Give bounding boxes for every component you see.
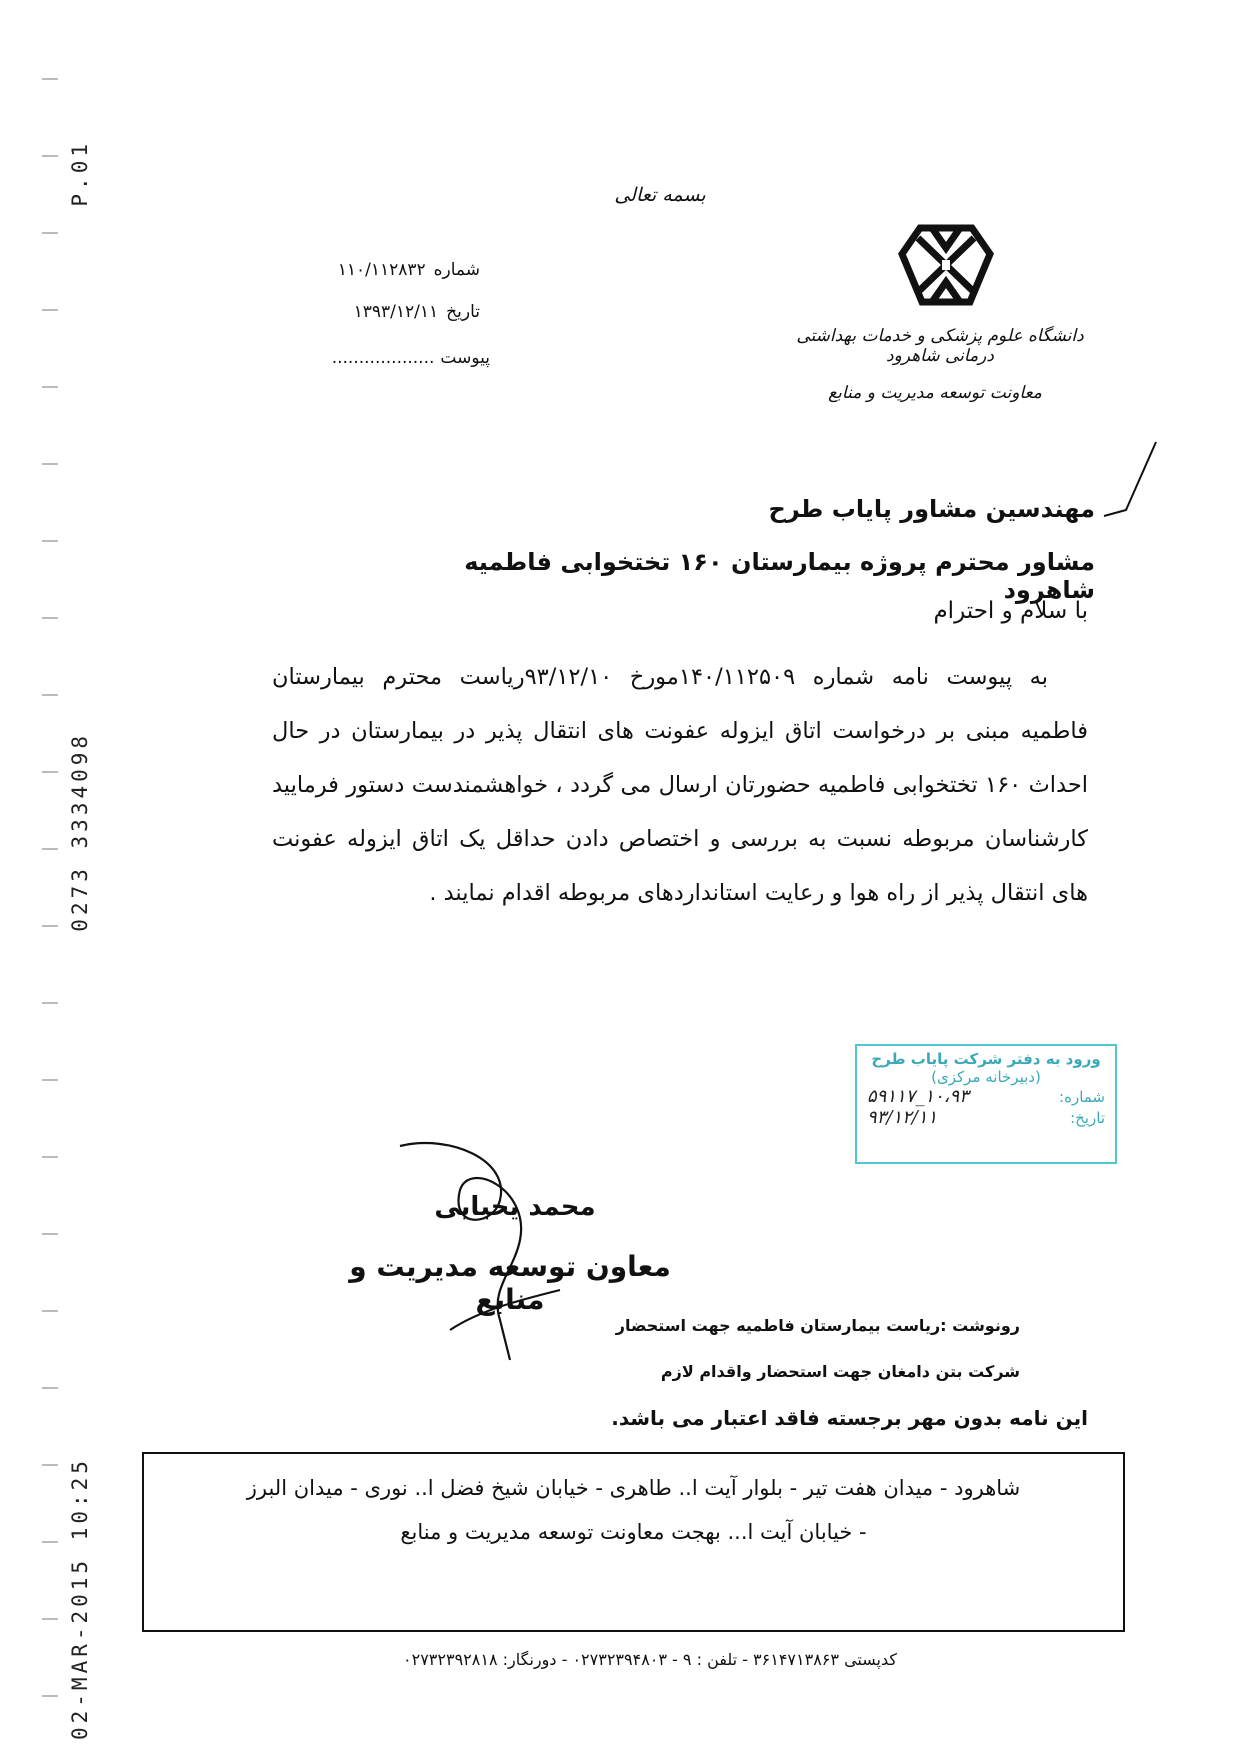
letter-attachment-value: ...................	[331, 348, 435, 368]
letter-number	[280, 260, 480, 280]
margin-tick	[42, 925, 58, 927]
footer-address-2: - خیابان آیت ا... بهجت معاونت توسعه مدیریت و منابع	[400, 1520, 867, 1544]
validity-notice: این نامه بدون مهر برجسته فاقد اعتبار می باشد.	[611, 1406, 1088, 1430]
letter-body: به پیوست نامه شماره ۱۴۰/۱۱۲۵۰۹مورخ ۹۳/۱۲/۱۰ریاست محترم بیمارستان فاطمیه مبنی بر درخواست اتاق ایزوله عفونت های انتقال پذیر در بیمارستان در حال احداث ۱۶۰ تختخوابی فاطمیه حضورتان ارسال می گردد ، خواهشمندست دستور فرمایید کارشناسان مربوطه نسبت به بررسی و اختصاص دادن حداقل یک اتاق ایزوله عفونت های انتقال پذیر از راه هوا و رعایت استانداردهای مربوطه اقدام نمایند .	[272, 664, 1088, 906]
deputy-name: معاونت توسعه مدیریت و منابع	[828, 383, 1042, 403]
margin-tick	[42, 1464, 58, 1466]
stamp-number-row	[867, 1086, 1105, 1107]
receipt-stamp	[855, 1044, 1117, 1164]
margin-tick	[42, 309, 58, 311]
margin-tick	[42, 386, 58, 388]
signatory-title: معاون توسعه مدیریت و منابع	[349, 1250, 671, 1316]
bismillah: بسمه تعالی	[614, 184, 706, 206]
letter-attachment-label: پیوست	[440, 348, 490, 368]
margin-tick	[42, 463, 58, 465]
university-logo	[898, 222, 994, 308]
letter-number-label: شماره	[433, 260, 480, 280]
footer-contact: کدپستی ۳۶۱۴۷۱۳۸۶۳ - تلفن : ۹ - ۰۲۷۳۲۳۹۴۸۰۳ - دورنگار: ۰۲۷۳۲۳۹۲۸۱۸	[403, 1650, 897, 1669]
letter-date	[280, 302, 480, 322]
greeting: با سلام و احترام	[933, 598, 1088, 624]
margin-tick	[42, 694, 58, 696]
recipient-line-2: مشاور محترم پروژه بیمارستان ۱۶۰ تختخوابی فاطمیه شاهرود	[464, 548, 1095, 604]
stamp-date-label: تاریخ:	[1070, 1108, 1105, 1127]
footer-box	[142, 1452, 1125, 1632]
margin-tick	[42, 1387, 58, 1389]
fax-page: P.01	[68, 140, 92, 207]
stamp-subtitle: (دبیرخانه مرکزی)	[931, 1068, 1041, 1086]
margin-tick	[42, 1310, 58, 1312]
margin-tick	[42, 155, 58, 157]
check-mark	[1100, 438, 1160, 528]
margin-tick	[42, 1002, 58, 1004]
letter-date-value: ۱۳۹۳/۱۲/۱۱	[353, 302, 439, 322]
margin-tick	[42, 848, 58, 850]
margin-tick	[42, 1618, 58, 1620]
stamp-title: ورود به دفتر شرکت پایاب طرح	[871, 1050, 1101, 1068]
margin-tick	[42, 78, 58, 80]
letter-date-label: تاریخ	[446, 302, 480, 322]
margin-tick	[42, 771, 58, 773]
margin-tick	[42, 1233, 58, 1235]
margin-tick	[42, 617, 58, 619]
footer-address-1: شاهرود - میدان هفت تیر - بلوار آیت ا.. طاهری - خیابان شیخ فضل ا.. نوری - میدان البرز	[246, 1476, 1021, 1500]
fax-date-time: 02-MAR-2015 10:25	[68, 1457, 92, 1740]
margin-tick	[42, 1079, 58, 1081]
cc-line-1: رونوشت :ریاست بیمارستان فاطمیه جهت استحضار	[615, 1316, 1020, 1335]
stamp-date-row	[867, 1107, 1105, 1128]
stamp-date-value: ۹۳/۱۲/۱۱	[867, 1107, 938, 1128]
cc-line-2: شرکت بتن دامغان جهت استحضار واقدام لازم	[660, 1362, 1020, 1381]
margin-tick	[42, 1541, 58, 1543]
stamp-number-label: شماره:	[1059, 1087, 1105, 1106]
stamp-number-value: ۱۰،۹۳_۵۹۱۱۷	[867, 1086, 969, 1107]
margin-tick	[42, 232, 58, 234]
margin-tick	[42, 1156, 58, 1158]
fax-header	[60, 140, 100, 1740]
signatory-name: محمد یحیایی	[434, 1192, 596, 1222]
letter-attachment	[290, 348, 490, 368]
margin-tick	[42, 1695, 58, 1697]
university-name: دانشگاه علوم پزشکی و خدمات بهداشتی درمانی شاهرود	[796, 326, 1084, 366]
margin-tick	[42, 540, 58, 542]
fax-number: 0273 3334098	[68, 731, 92, 932]
letter-number-value: ۱۱۰/۱۱۲۸۳۲	[337, 260, 426, 280]
recipient-line-1: مهندسین مشاور پایاب طرح	[768, 495, 1095, 523]
